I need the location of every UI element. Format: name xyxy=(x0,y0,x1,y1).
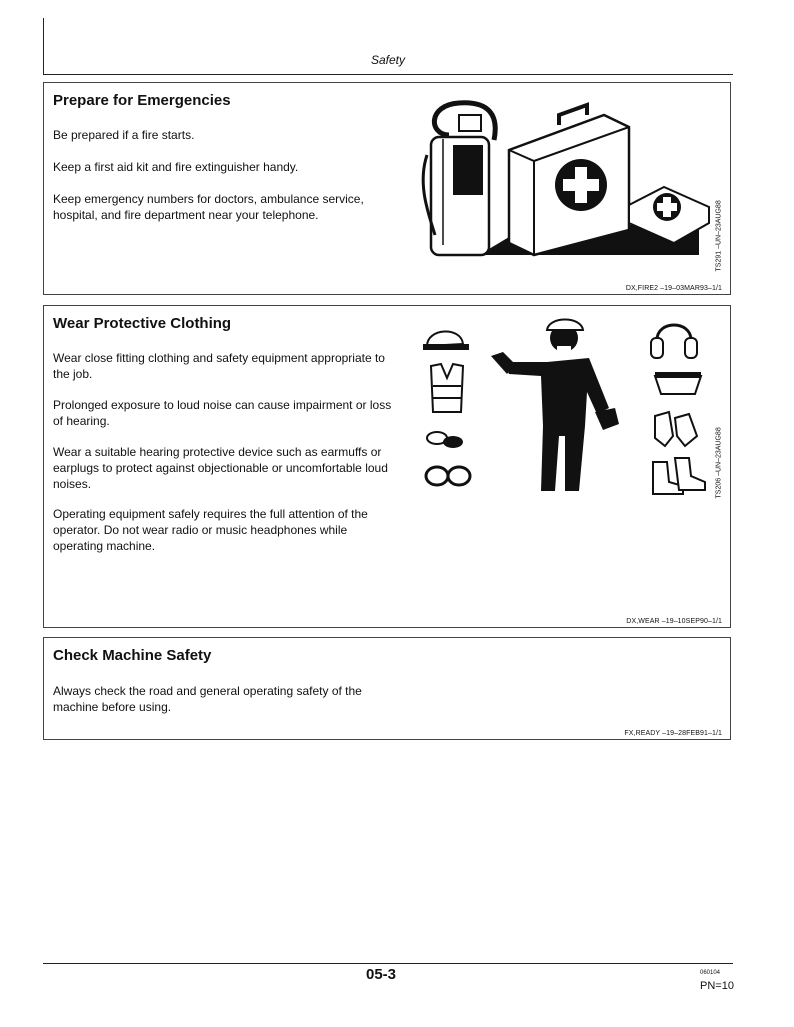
image-code: TS291 –UN–23AUG88 xyxy=(715,200,723,272)
image-code: TS206 –UN–23AUG88 xyxy=(715,427,723,499)
paragraph: Keep emergency numbers for doctors, ambulance service, hospital, and fire department near your telephone. xyxy=(53,192,364,222)
face-shield-icon xyxy=(655,372,701,394)
first-aid-case-icon xyxy=(509,105,629,255)
section-title: Prepare for Emergencies xyxy=(53,92,231,109)
hard-hat-icon xyxy=(423,331,469,350)
section-check-machine-safety xyxy=(43,637,731,740)
earmuffs-icon xyxy=(651,325,697,358)
paragraph: Wear a suitable hearing protective device such as earmuffs or earplugs to protect against objectionable or uncomfortable loud noises. xyxy=(53,445,388,491)
paragraph: Wear close fitting clothing and safety equipment appropriate to the job. xyxy=(53,351,385,381)
paragraph: Always check the road and general operating safety of the machine before using. xyxy=(53,684,362,714)
paragraph: Operating equipment safely requires the full attention of the operator. Do not wear radio or music headphones while operating machine. xyxy=(53,507,368,553)
safety-goggles-icon xyxy=(426,467,470,485)
footer-code: 060104 xyxy=(700,970,721,976)
safety-vest-icon xyxy=(431,364,463,412)
section-title: Check Machine Safety xyxy=(53,647,212,664)
paragraph: Be prepared if a fire starts. xyxy=(53,128,195,142)
gloves-icon xyxy=(655,412,697,446)
section-prepare-for-emergencies xyxy=(43,82,731,295)
pn-label: PN=10 xyxy=(700,980,734,992)
paragraph: Keep a first aid kit and fire extinguisher handy. xyxy=(53,160,299,174)
protective-equipment-illustration xyxy=(419,316,709,501)
footer-rule xyxy=(43,963,733,964)
reference-code: FX,READY –19–28FEB91–1/1 xyxy=(624,730,722,737)
earplugs-icon xyxy=(427,432,463,448)
fire-extinguisher-first-aid-illustration xyxy=(419,95,719,263)
top-rule xyxy=(43,74,733,75)
reference-code: DX,WEAR –19–10SEP90–1/1 xyxy=(626,618,722,625)
fire-extinguisher-icon xyxy=(423,103,495,255)
safety-boots-icon xyxy=(653,458,705,494)
header-title: Safety xyxy=(370,53,406,67)
section-wear-protective-clothing xyxy=(43,305,731,628)
paragraph: Prolonged exposure to loud noise can cause impairment or loss of hearing. xyxy=(53,398,392,428)
worker-silhouette-icon xyxy=(491,320,619,492)
section-title: Wear Protective Clothing xyxy=(53,315,232,332)
page-number: 05-3 xyxy=(366,966,397,983)
reference-code: DX,FIRE2 –19–03MAR93–1/1 xyxy=(625,285,722,292)
